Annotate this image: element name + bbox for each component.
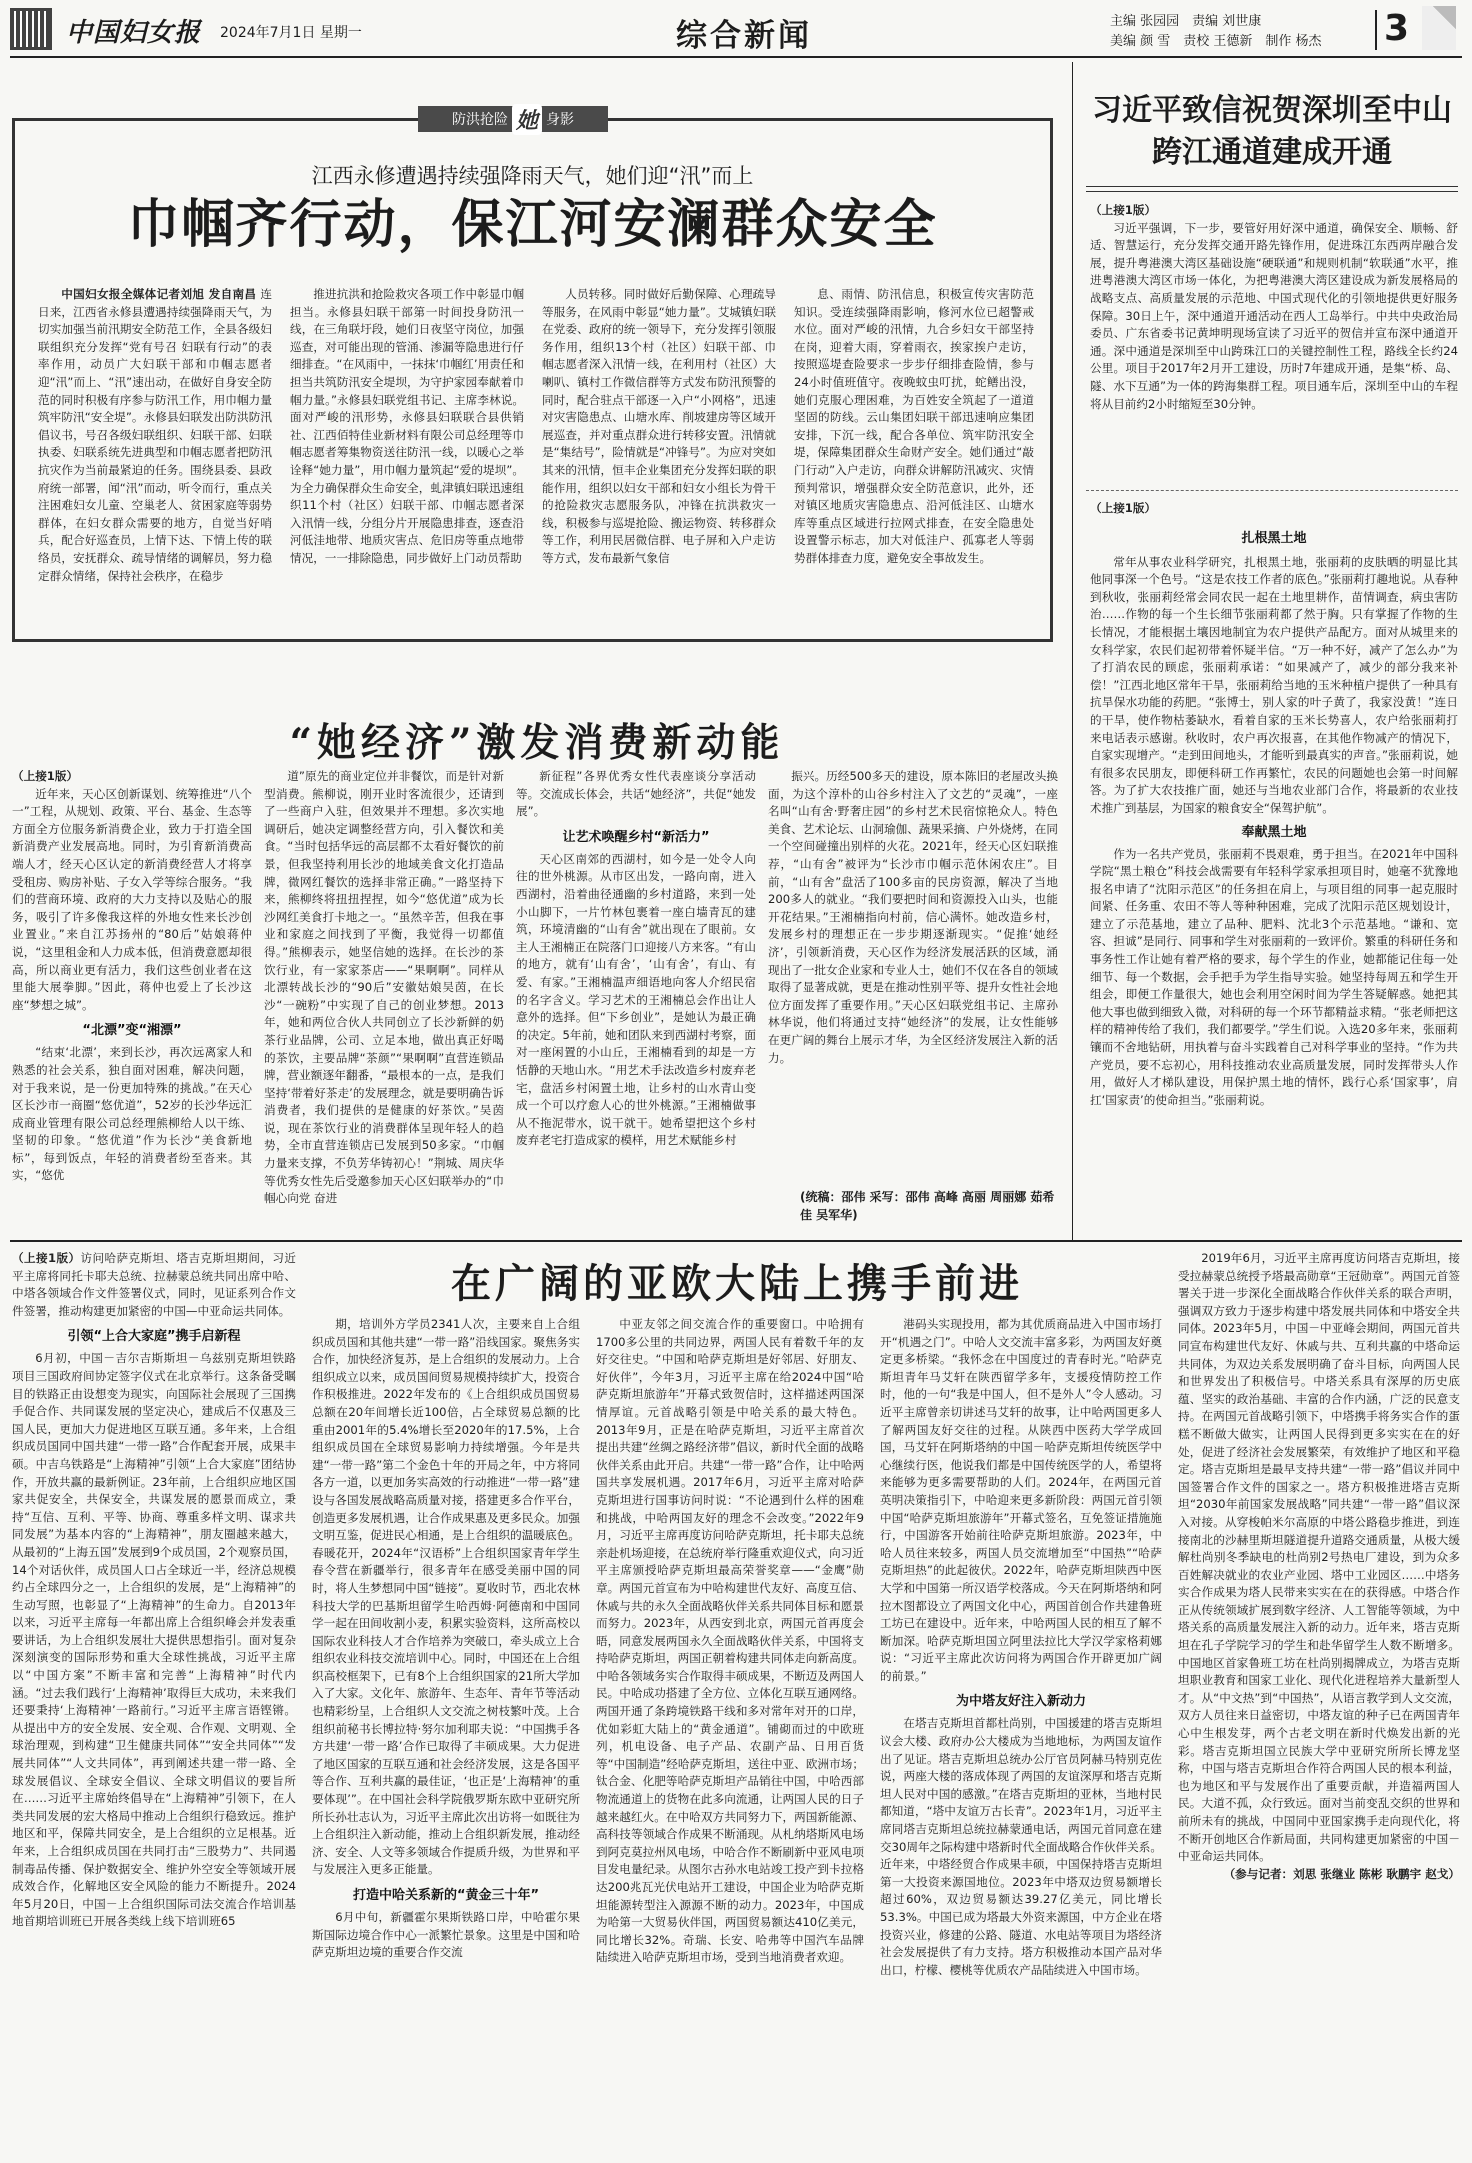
blacksoil-text-2: 作为一名共产党员，张丽莉不畏艰难，勇于担当。在2021年中国科学院“黑土粮仓”科技会战需要有年轻科学家承担项目时，她毫不犹豫地报名申请了“沈阳示范区”的任务担在肩上，与项目组的同事一起克服时间紧、任务重、农田不等人等种种困难，完成了沈阳示范区规划设计，建立了示范基地，建立了品种、肥料、沈北3个示范基地。“谦和、宽容、担诚”是同行、同事和学生对张丽莉的一致评价。繁重的科研任务和事务性工作让她有着严格的要求，每个学生的作业，她都能记住每一处细节、每一个数据，会手把手为学生指导实验。她坚持每周五和学生开组会，即便工作量很大，她也会利用空闲时间为学生答疑解惑。她把其他大事也做到细致入微，对科研的每一个环节都精益求精。“张老师把这样的精神传给了我们，我们都要学。”学生们说。入选20多年来，张丽莉镶而不舍地钻研，用执着与奋斗实践着自己对科学事业的坚持。“作为共产党员，要不忘初心，用科技推动农业高质量发展，同时发挥带头人作用，做好人才梯队建设，用保护黑土地的情怀，践行心系‘国家事’，肩扛‘国家责’的使命担当。”张丽莉说。: [1090, 846, 1458, 1107]
blacksoil-body: [1090, 500, 1458, 1230]
banner-right: 身影: [546, 112, 574, 128]
editor-credits: [1110, 12, 1365, 52]
continued-tag: （上接1版）: [12, 769, 79, 783]
lead-byline: 中国妇女报全媒体记者刘旭 发自南昌: [61, 287, 257, 301]
she-col1b-text: “结束‘北漂’，来到长沙，再次远离家人和熟悉的社会关系，独自面对困难，解决问题，对于我来说，是一份更加特殊的挑战。”在天心区长沙市一商圈“悠优道”，52岁的长沙华远汇成商业管理有限公司总经理熊柳给人以干练、坚韧的印象。“悠优道”作为长沙“美食新地标”，每到饭点，年轻的消费者纷至沓来。其实，“悠优: [12, 1045, 252, 1183]
right-column-divider: [1072, 62, 1073, 1242]
eurasia-col-5: [1178, 1250, 1460, 2156]
masthead-rule: [10, 56, 1462, 58]
qr-code-icon: [10, 8, 52, 50]
she-col3a-text: 新征程”各界优秀女性代表座谈分享活动等。交流成长体会，共话“她经济”，共促“她发展”。: [516, 769, 756, 819]
xi-text: 习近平强调，下一步，要管好用好深中通道，确保安全、顺畅、舒适、智慧运行，充分发挥交通开路先锋作用，促进珠江东西两岸融合发展，提升粤港澳大湾区基础设施“硬联通”和规则机制“软联通”水平，推进粤港澳大湾区市场一体化，为把粤港澳大湾区建设成为新发展格局的战略支点、高质量发展的示范地、中国式现代化的引领地提供更好服务保障。30日上午，深中通道开通活动在西人工岛举行。中共中央政治局委员、广东省委书记黄坤明现场宣读了习近平的贺信并宣布深中通道开通。深中通道是深圳至中山跨珠江口的关键控制性工程，路线全长约24公里。项目于2017年2月开工建设，历时7年建成开通，是集“桥、岛、隧、水下互通”为一体的跨海集群工程。项目通车后，深圳至中山的车程将从目前约2小时缩短至30分钟。: [1090, 220, 1458, 411]
xi-headline: 习近平致信祝贺深圳至中山跨江通道建成开通: [1092, 93, 1452, 170]
she-col-2: [264, 768, 504, 1226]
credits-line: 美编 颜 雪 责校 王德新 制作 杨杰: [1110, 34, 1322, 49]
section-divider: [1086, 490, 1458, 491]
she-col1a-text: 近年来，天心区创新谋划、统筹推进“八个一”工程，从规划、政策、平台、基金、生态等方面全方位服务新消费企业，致力于打造全国新消费产业发展高地。同时，为引育新消费高端人才，经天心区认定的新消费经营人才将享受租房、购房补贴、子女入学等综合服务。“我们的营商环境、政府的大力支持以及贴心的服务，吸引了许多像我这样的外地女性来长沙创业置业。”来自江苏扬州的“80后”姑娘蒋仲说，“这里租金和人力成本低，但消费意愿却很高，所以商业更有活力，我们这些创业者在这里能大展拳脚。”因此，蒋仲也爱上了长沙这座“梦想之城”。: [12, 786, 252, 1012]
subheading-kazakhstan: 打造中哈关系新的“黄金三十年”: [352, 1888, 540, 1903]
eurasia-col4b-text: 在塔吉克斯坦首都杜尚别，中国援建的塔吉克斯坦议会大楼、政府办公大楼成为当地地标，为两国友谊作出了见证。塔吉克斯坦总统办公厅官员阿赫马特别克佐说，两座大楼的落成体现了两国的友谊深厚和塔吉克斯坦人民对中国的感激。”在塔吉克斯坦的亚林，当地村民都知道，“塔中友谊万古长青”。2023年1月，习近平主席同塔吉克斯坦总统拉赫蒙通电话，两国元首同意在建交30周年之际构建中塔新时代全面战略合作伙伴关系。近年来，中塔经贸合作成果丰硕，中国保持塔吉克斯坦第一大投资来源国地位。2023年中塔双边贸易额增长超过60%，双边贸易额达39.27亿美元，同比增长53.3%。中国已成为塔最大外资来源国，中方企业在塔投资兴业，修建的公路、隧道、水电站等项目为塔经济社会发展提供了有力支持。塔方积极推动本国产品对华出口，柠檬、樱桃等优质农产品陆续进入中国市场。: [880, 1716, 1162, 1977]
lead-kicker: 江西永修遭遇持续强降雨天气，她们迎“汛”而上: [311, 164, 754, 188]
eurasia-col1a-text: 访问哈萨克斯坦、塔吉克斯坦期间，习近平主席将同托卡耶夫总统、拉赫蒙总统共同出席中哈、中塔各领域合作文件签署仪式，同时，见证系列合作文件签署，推动构建更加紧密的中国—中亚命运共同体。: [12, 1251, 296, 1318]
page-corner-fold: [1422, 6, 1456, 50]
lead-col1-text: 连日来，江西省永修县遭遇持续强降雨天气，为切实加强当前汛期安全防范工作，全县各级妇联组织充分发挥“党有号召 妇联有行动”的表率作用，动员广大妇联干部和巾帼志愿者迎“汛”而上、“汛”速出动，在做好自身安全防范的同时积极有序参与防汛工作，用巾帼力量筑牢防汛“安全堤”。永修县妇联发出防洪防汛倡议书，号召各级妇联组织、妇联干部、妇联执委、妇联系统先进典型和巾帼志愿者把防汛抗灾作为当前最紧迫的任务。围绕县委、县政府统一部署，闻“汛”而动，听令而行，重点关注困难妇女儿童、空巢老人、贫困家庭等弱势群体，在妇女群众需要的地方，自觉当好哨兵，配合好巡查员，上情下达、下情上传的联络员，安抚群众、疏导情绪的调解员，努力稳定群众情绪，保持社会秩序，在稳步: [38, 287, 272, 583]
subheading-tajikistan: 为中塔友好注入新动力: [955, 1694, 1086, 1710]
eurasia-col2b-text: 6月中旬，新疆霍尔果斯铁路口岸，中哈霍尔果斯国际边境合作中心一派繁忙景象。这里是中国和哈萨克斯坦边境的重要合作交流: [312, 1910, 580, 1960]
lead-col2-text: 推进抗洪和抢险救灾各项工作中彰显巾帼担当。永修县妇联干部第一时间投身防汛一线，在三角联圩段，她们日夜坚守岗位，加强巡查，对可能出现的管涌、渗漏等隐患进行仔细排查。“在风雨中，一抹抹‘巾帼红’用责任和担当共筑防汛安全堤坝，为守护家园奉献着巾帼力量。”永修县妇联党组书记、主席李林说。面对严峻的汛形势，永修县妇联联合县供销社、江西佰特佳业新材料有限公司总经理等巾帼志愿者筹集物资送往防汛一线，以暖心之举诠释“她力量”，用巾帼力量筑起“爱的堤坝”。为全力确保群众生命安全，虬津镇妇联迅速组织11个村（社区）妇联干部、巾帼志愿者深入汛情一线，分组分片开展隐患排查，逐查沿河低洼地带、地质灾害点、危旧房等重点地带情况，一一排除隐患，同步做好上门动员帮助: [290, 287, 524, 565]
xi-underline: [1086, 186, 1458, 192]
she-sign: (统稿：邵伟 采写：邵伟 高峰 高丽 周丽娜 茹希佳 吴军华): [800, 1190, 1055, 1222]
eurasia-col2a-text: 期，培训外方学员2341人次，主要来自上合组织成员国和其他共建“一带一路”沿线国家。聚焦务实合作，加快经济复苏，是上合组织的发展动力。上合组织成立以来，成员国间贸易规模持续扩大，投资合作积极推进。2022年发布的《上合组织成员国贸易总额在20年间增长近100倍，占全球贸易总额的比重由2001年的5.4%增长至2020年的17.5%，上合组织成员国在全球贸易影响力持续增强。今年是共建“一带一路”第二个金色十年的开局之年，中方将同各方一道，以更加务实高效的行动推进“一带一路”建设与各国发展战略高质量对接，搭建更多合作平台，创造更多发展机遇，让合作成果惠及更多民众。加强文明互鉴，促进民心相通，是上合组织的温暖底色。春暖花开，2024年“汉语桥”上合组织国家青年学生春令营在新疆举行，很多青年在感受美丽中国的同时，将人生梦想同中国“链接”。夏收时节，西北农林科技大学的巴基斯坦留学生哈西姆·阿德南和中国同学一起在田间收割小麦，积累实验资料，这所高校以国际农业科技人才合作培养为突破口，牵头成立上合组织农业科技交流培训中心。同时，中国还在上合组织高校框架下，已有8个上合组织国家的21所大学加入了大家。文化年、旅游年、生态年、青年节等活动也精彩纷呈，上合组织人文交流之树枝繁叶茂。上合组织前秘书长博拉特·努尔加利耶夫说：“中国携手各方共建‘一带一路’合作已取得了丰硕成果。大力促进了地区国家的互联互通和社会经济发展，这是各国平等合作、互利共赢的最佳证，‘也正是‘上海精神’的重要体现’”。在中国社会科学院俄罗斯东欧中亚研究所所长孙壮志认为，习近平主席此次出访将一如既往为上合组织注入新动能，推动上合组织新发展，推动经济、安全、人文等多领域合作提质升级，为世界和平与发展注入更多正能量。: [312, 1317, 580, 1877]
subheading-dedicated: 奉献黑土地: [1241, 824, 1307, 840]
lead-col4-text: 息、雨情、防汛信息，积极宣传灾害防范知识。受连续强降雨影响，修河水位已超警戒水位。面对严峻的汛情，九合乡妇女干部坚持在岗，迎着大雨，穿着雨衣，挨家挨户走访，按照巡堤查险要求一步步仔细排查险情，参与24小时值班值守。夜晚蚊虫叮扰，蛇鳝出没，她们克服心理困难，为百姓安全筑起了一道道坚固的防线。云山集团妇联干部迅速响应集团安排，下沉一线，配合各单位、筑牢防汛安全堤，保障集团群众生命财产安全。她们通过“敲门行动”入户走访，向群众讲解防汛减灾、灾情预判常识，增强群众安全防范意识，此外，还对镇区地质灾害隐患点、沿河低洼区、山塘水库等重点区域进行拉网式排查，在安全隐患处设置警示标志，加大对低洼户、孤寡老人等弱势群体排查力度，避免安全事故发生。: [794, 287, 1034, 565]
subheading-rooted: 扎根黑土地: [1241, 530, 1307, 546]
paper-name-logo: 中国妇女报: [66, 18, 202, 48]
she-col4-text: 振兴。历经500多天的建设，原本陈旧的老屋改头换面，为这个淳朴的山谷乡村注入了文艺的“灵魂”，一座名叫“山有舍·野奢庄园”的乡村艺术民宿惊艳众人。特色美食、艺术论坛、山洞瑜伽、蔬果采摘、户外烧烤，在同一个空间碰撞出别样的火花。2021年，经天心区妇联推荐，“山有舍”被评为“长沙市巾帼示范休闲农庄”。目前，“山有舍”盘活了100多亩的民房资源，解决了当地200多人的就业。“我们要把时间和资源投入山头，也能开花结果。”王湘楠指向村前，信心满怀。她改造乡村，发展乡村的理想正在一步步期逐渐现实。“促推‘她经济’，引领新消费，天心区作为经济发展活跃的区域，涌现出了一批女企业家和专业人士，她们不仅在各自的领域取得了显著成就，更是在推动性别平等、提升女性社会地位方面发挥了重要作用。”天心区妇联党组书记、主席孙林华说，他们将通过支持“她经济”的发展，让女性能够在更广阔的舞台上展示才华，为全区经济发展注入新的活力。: [768, 769, 1058, 1065]
she-col3b-text: 天心区南郊的西湖村，如今是一处令人向往的世外桃源。从市区出发，一路向南，进入西湖村，沿着曲径通幽的乡村道路，来到一处小山脚下，一片竹林包裹着一座白墙青瓦的建筑，环境清幽的“山有舍”就出现在了眼前。女主人王湘楠正在院落门口迎接八方来客。“有山的地方，就有‘山有舍’，‘山有舍’，有山、有爱、有家。”王湘楠温声细语地向客人介绍民宿的名字含义。学习艺术的王湘楠总会作出让人意外的选择。但“下乡创业”，是她认为最正确的决定。5年前，她和团队来到西湖村考察，面对一座闲置的小山丘，王湘楠看到的却是一方恬静的天地山水。“用艺术手法改造乡村废弃老宅，盘活乡村闲置土地，让乡村的山水青山变成一个可以疗愈人心的世外桃源。”王湘楠做事从不拖泥带水，说干就干。她希望把这个乡村废弃老宅打造成家的模样，用艺术赋能乡村: [516, 851, 756, 1148]
she-col-1: [12, 768, 252, 1226]
eurasia-col1b-text: 6月初，中国－吉尔吉斯斯坦－乌兹别克斯坦铁路项目三国政府间协定签字仪式在北京举行。这条备受瞩目的铁路正由设想变为现实，向国际社会展现了三国携手促合作、共同谋发展的坚定决心，建成后不仅惠及三国人民，更加大力促进地区互联互通。多年来，上合组织成员国同中国共建“一带一路”合作配套开展，成果丰硕。中吉乌铁路是“上海精神”引领“上合大家庭”团结协作，开放共赢的最新例证。23年前，上合组织应地区国家共促安全，共保安全，共谋发展的愿景而成立，秉持“互信、互利、平等、协商、尊重多样文明、谋求共同发展”为基本内容的“上海精神”，朋友圈越来越大，从最初的“上海五国”发展到9个成员国，2个观察员国，14个对话伙伴，成员国人口占全球近一半，经济总规模约占全球四分之一，上合组织的发展，是“上海精神”的生动写照，也彰显了“上海精神”的生命力。自2013年以来，习近平主席每一年都出席上合组织峰会并发表重要讲话，为上合组织发展壮大提供思想指引。面对复杂深刻演变的国际形势和重大全球性挑战，习近平主席以“中国方案”不断丰富和完善“上海精神”时代内涵。“过去我们践行‘上海精神’取得巨大成功，未来我们还要秉持‘上海精神’一路前行。”习近平主席言语铿锵。从提出中方的安全发展、安全观、合作观、文明观、全球治理观，到构建“卫生健康共同体”“安全共同体”“发展共同体”“人文共同体”，再到阐述共建一带一路、全球发展倡议、全球安全倡议、全球文明倡议的要旨所在……习近平主席始终倡导在“上海精神”引领下，在人类共同发展的宏大格局中推动上合组织行稳致远。推护地区和平，保障共同安全，是上合组织的立足根基。近年来，上合组织成员国在共同打击“三股势力”、共同遏制毒品传播、保护数据安全、维护外空安全等领域开展成效合作，化解地区安全风险的能力不断提升。2024年5月20日，中国－上合组织国际司法交流合作培训基地首期培训班已开展各类线上线下培训班65: [12, 1351, 296, 1929]
she-col-4: [768, 768, 1058, 1184]
eurasia-col-2: [312, 1316, 580, 2156]
section-title: 综合新闻: [676, 18, 812, 54]
blacksoil-text-1: 常年从事农业科学研究，扎根黑土地，张丽莉的皮肤晒的明显比其他同事深一个色号。“这是农技工作者的底色。”张丽莉打趣地说。从春种到秋收，张丽莉经常会同农民一起在土地里耕作，苗情调查，病虫害防治……作物的每一个生长细节张丽莉都了然于胸。只有掌握了作物的生长情况，才能根据土壤因地制宜为农户提供产品配方。面对从城里来的女科学家，农民们起初带着怀疑半信。“万一种不好，减产了怎么办”为了打消农民的顾虑，张丽莉承诺：“如果减产了，减少的部分我来补偿！”江西北地区常年干旱，张丽莉给当地的玉米种植户提供了一种具有抗旱保水功能的药肥。“张博士，别人家的叶子黄了，我家没黄！”连日的干旱，使作物枯萎缺水，看着自家的玉米长势喜人，农户给张丽莉打来电话表示感谢。秋收时，农户再次报喜，在其他作物减产的情况下，自家实现增产。“走到田间地头，才能听到最真实的声音。”张丽莉说，她有很多农民朋友，即便科研工作再繁忙，农民的问题她也会第一时间解答。为了扩大农技推广面，她还与当地农业部门合作，将最新的农业技术推广到基层，为国家的粮食安全“保驾护航”。: [1090, 554, 1458, 815]
subheading-sco: 引领“上合大家庭”携手启新程: [67, 1329, 241, 1345]
eurasia-col4a-text: 港码头实现投用，都为其优质商品进入中国市场打开“机遇之门”。中哈人文交流丰富多彩，为两国友好奠定更多桥梁。“我怀念在中国度过的青春时光。”哈萨克斯坦青年马艾轩在陕西留学多年，支援疫情防控工作时，他的一句“我是中国人，但不是外人”令人感动。习近平主席曾亲切讲述马艾轩的故事，让中哈两国更多人了解两国友好交往的过程。从陕西中医药大学学成回国，马艾轩在阿斯塔纳的中国－哈萨克斯坦传统医学中心继续行医，他说我们都是中国传统医学的人，希望将来能够为更多需要帮助的人们。2024年，在两国元首英明决策指引下，中哈迎来更多新阶段：两国元首引领中国“哈萨克斯坦旅游年”开幕式签名，互免签证措施施行，中国游客开始前往哈萨克斯坦旅游。2023年，中哈人员往来较多，两国人员交流增加至“中国热”“哈萨克斯坦热”的此起彼伏。2022年，哈萨克斯坦陕西中医大学和中国第一所汉语学校落成。今天在阿斯塔纳和阿拉木图都设立了两国文化中心，两国首创合作共建鲁班工坊已在建设中。近年来，中哈两国人民的相互了解不断加深。哈萨克斯坦国立阿里法拉比大学汉学家格莉娜说：“习近平主席此次访问将为两国合作开辟更加广阔的前景。”: [880, 1317, 1162, 1683]
credits-line: 主编 张园园 责编 刘世康: [1110, 14, 1262, 29]
column-banner: [418, 106, 608, 132]
lead-column-2: [290, 286, 524, 634]
she-economy-headline: “她经济”激发消费新动能: [289, 720, 785, 766]
lead-headline: 巾帼齐行动，保江河安澜群众安全: [127, 194, 938, 255]
lead-column-4: [794, 286, 1034, 634]
xi-body: [1090, 202, 1458, 474]
bottom-section-rule: [10, 1240, 1462, 1242]
eurasia-col-4: [880, 1316, 1162, 2156]
lead-col3-text: 人员转移。同时做好后勤保障、心理疏导等服务，在风雨中彰显“她力量”。艾城镇妇联在党委、政府的统一领导下，充分发挥引领服务作用，组织13个村（社区）妇联干部、巾帼志愿者深入汛情一线，在利用村（社区）大喇叭、镇村工作微信群等方式发布防汛预警的同时，配合驻点干部逐一入户“小网格”，迅速对灾害隐患点、山塘水库、削坡建房等区域开展巡查，并对重点群众进行转移安置。汛情就是“集结号”，险情就是“冲锋号”。为应对突如其来的汛情，恒丰企业集团充分发挥妇联的职能作用，组织以妇女干部和妇女小组长为骨干的抢险救灾志愿服务队，冲锋在抗洪救灾一线，积极参与巡堤抢险、搬运物资、转移群众等工作，利用民居微信群、电子屏和入户走访等方式，发布最新气象信: [542, 287, 776, 565]
eurasia-col-3: [596, 1316, 864, 2156]
banner-left: 防洪抢险: [451, 112, 508, 128]
page-number: 3: [1384, 8, 1410, 49]
eurasia-sign: （参与记者：刘思 张继业 陈彬 耿鹏宇 赵戈）: [1223, 1866, 1460, 1881]
issue-date: 2024年7月1日 星期一: [220, 25, 362, 41]
she-col-3: [516, 768, 756, 1226]
page-number-divider: [1375, 10, 1377, 50]
continued-tag: （上接1版）: [1090, 203, 1157, 217]
banner-char: 她: [512, 104, 542, 135]
eurasia-col5-text: 2019年6月，习近平主席再度访问塔吉克斯坦，接受拉赫蒙总统授予塔最高勋章“王冠勋章”。两国元首签署关于进一步深化全面战略合作伙伴关系的联合声明，强调双方致力于逐步构建中塔发展共同体和中塔安全共同体。2023年5月，中国－中亚峰会期间，两国元首共同宣布构建世代友好、休戚与共、互利共赢的中塔命运共同体，为双边关系发展明确了奋斗目标，向两国人民和世界发出了积极信号。中塔关系具有深厚的历史底蕴、坚实的政治基础、丰富的合作内涵，广泛的民意支持。在两国元首战略引领下，中塔携手将务实合作的蛋糕不断做大做实，让两国人民得到更多实实在在的好处，促进了经济社会发展繁荣，有效维护了地区和平稳定。塔吉克斯坦是最早支持共建“一带一路”倡议并同中国签署合作文件的国家之一。塔方积极推进塔吉克斯坦“2030年前国家发展战略”同共建“一带一路”倡议深入对接。从穿梭帕米尔高原的中塔公路稳步推进，到连接南北的沙赫里斯坦隧道提升道路交通质量，从极大缓解杜尚别冬季缺电的杜尚别2号热电厂建设，到为众多百姓解决就业的农业产业园、塔中工业园区……中塔务实合作成果为塔人民带来实实在在的获得感。中塔合作正从传统领域扩展到数字经济、人工智能等领域，为中塔关系的高质量发展注入新的动力。近年来，塔吉克斯坦在孔子学院学习的学生和赴华留学生人数不断增多。中国地区首家鲁班工坊在杜尚别揭牌成立，为塔吉克斯坦职业教育和国家工业化、现代化进程培养大量新型人才。从“中文热”到“中国热”，从语言教学到人文交流，双方人员往来日益密切，中塔友谊的种子已在两国青年心中生根发芽，两个古老文明在新时代焕发出新的光彩。塔吉克斯坦国立民族大学中亚研究所所长博龙坚称，中国与塔吉克斯坦合作符合两国人民的根本利益，也为地区和平与发展作出了重要贡献，并造福两国人民。大道不孤，众行致远。面对当前变乱交织的世界和前所未有的挑战，中国同中亚国家携手走向现代化，将不断开创地区合作新局面，共同构建更加紧密的中国－中亚命运共同体。: [1178, 1251, 1460, 1864]
continued-tag: （上接1版）: [1090, 501, 1157, 515]
subheading-beipiao: “北漂”变“湘漂”: [82, 1023, 182, 1039]
lead-column-3: [542, 286, 776, 634]
eurasia-col3-text: 中亚友邻之间交流合作的重要窗口。中哈拥有1700多公里的共同边界，两国人民有着数千年的友好交往史。“中国和哈萨克斯坦是好邻居、好朋友、好伙伴”，今年3月，习近平主席在给2024中国“哈萨克斯坦旅游年”开幕式致贺信时，这样描述两国深情厚谊。元首战略引领是中哈关系的最大特色。2013年9月，正是在哈萨克斯坦，习近平主席首次提出共建“丝绸之路经济带”倡议，新时代全面的战略伙伴关系由此开启。共建“一带一路”合作，让中哈两国共享发展机遇。2017年6月，习近平主席对哈萨克斯坦进行国事访问时说：“不论遇到什么样的困难和挑战，中哈两国友好的理念不会改变。”2022年9月，习近平主席再度访问哈萨克斯坦，托卡耶夫总统亲赴机场迎接，在总统府举行隆重欢迎仪式，向习近平主席颁授哈萨克斯坦最高荣誉奖章——“金鹰”勋章。两国元首宣布为中哈构建世代友好、高度互信、休戚与共的永久全面战略伙伴关系共同体目标和愿景而努力。2023年，从西安到北京，两国元首再度会晤，同意发展两国永久全面战略伙伴关系，中国将支持哈萨克斯坦，两国正朝着构建共同体走向新高度。中哈各领域务实合作取得丰硕成果，不断迈及两国人民。中哈成功搭建了全方位、立体化互联互通网络。两国开通了条跨境铁路干线和多对常年对开的口岸，优如彩虹大陆上的“黄金通道”。铺砌而过的中欧班列，机电设备、电子产品、农副产品、日用百货等“中国制造”经哈萨克斯坦，送往中亚、欧洲市场；钛合金、化肥等哈萨克斯坦产品销往中国，中哈西部物流通道上的货物在此多向流通，让两国人民的日子越来越红火。在中哈双方共同努力下，两国新能源、高科技等领域合作成果不断涌现。从札纳塔斯风电场到阿克莫拉州风电场，中哈合作不断刷新中亚风电项目发电量纪录。从图尔古孙水电站竣工投产到卡拉格达200兆瓦光伏电站开工建设，中国企业为哈萨克斯坦能源转型注入源源不断的动力。2023年，中国成为哈第一大贸易伙伴国，两国贸易额达410亿美元，同比增长32%。奇瑞、长安、哈弗等中国汽车品牌陆续进入哈萨克斯坦市场，受到当地消费者欢迎。: [596, 1317, 864, 1965]
she-col2-text: 道”原先的商业定位并非餐饮，而是针对新型消费。熊柳说，刚开业时客流很少，还请到了一些商户入驻，但效果并不理想。多次实地调研后，她决定调整经营方向，引入餐饮和美食。“当时包括华远的高层都不太看好餐饮的前景，但我坚持利用长沙的地域美食文化打造品牌，微网红餐饮的选择非常正确。”一路坚持下来，熊柳终将扭扭捏捏，如今“悠优道”成为长沙网红美食打卡地之一。“虽然辛苦，但我在事业和家庭之间找到了平衡，我觉得一切都值得。”熊柳表示，她坚信她的选择。在长沙的茶饮行业，有一家家茶店——“果啊啊”。同样从北漂转战长沙的“90后”安徽姑娘吴茵，在长沙“一碗粉”中实现了自己的创业梦想。2013年，她和两位合伙人共同创立了长沙新鲜的奶茶行业品牌，公司、立足本地，做出真正好喝的茶饮，主要品牌“茶颜”“果啊啊”直营连锁品牌，营业额逐年翻番，“最根本的一点，是我们坚持‘带着好茶走’的发展理念，就是要明确告诉消费者，我们提供的是健康的好茶饮。”吴茵说，现在茶饮行业的消费群体呈现年轻人的趋势，全市直营连锁店已发展到50多家。“巾帼力量来支撑，不负芳华铸初心！”荆城、周庆华等优秀女性先后受邀参加天心区妇联举办的“巾帼心向党 奋进: [264, 769, 504, 1206]
continued-tag: （上接1版）: [12, 1251, 81, 1265]
subheading-art-village: 让艺术唤醒乡村“新活力”: [562, 829, 710, 845]
eurasia-col-1: [12, 1250, 296, 2156]
lead-column-1: [38, 286, 272, 634]
eurasia-headline: 在广阔的亚欧大陆上携手前进: [451, 1260, 1023, 1307]
